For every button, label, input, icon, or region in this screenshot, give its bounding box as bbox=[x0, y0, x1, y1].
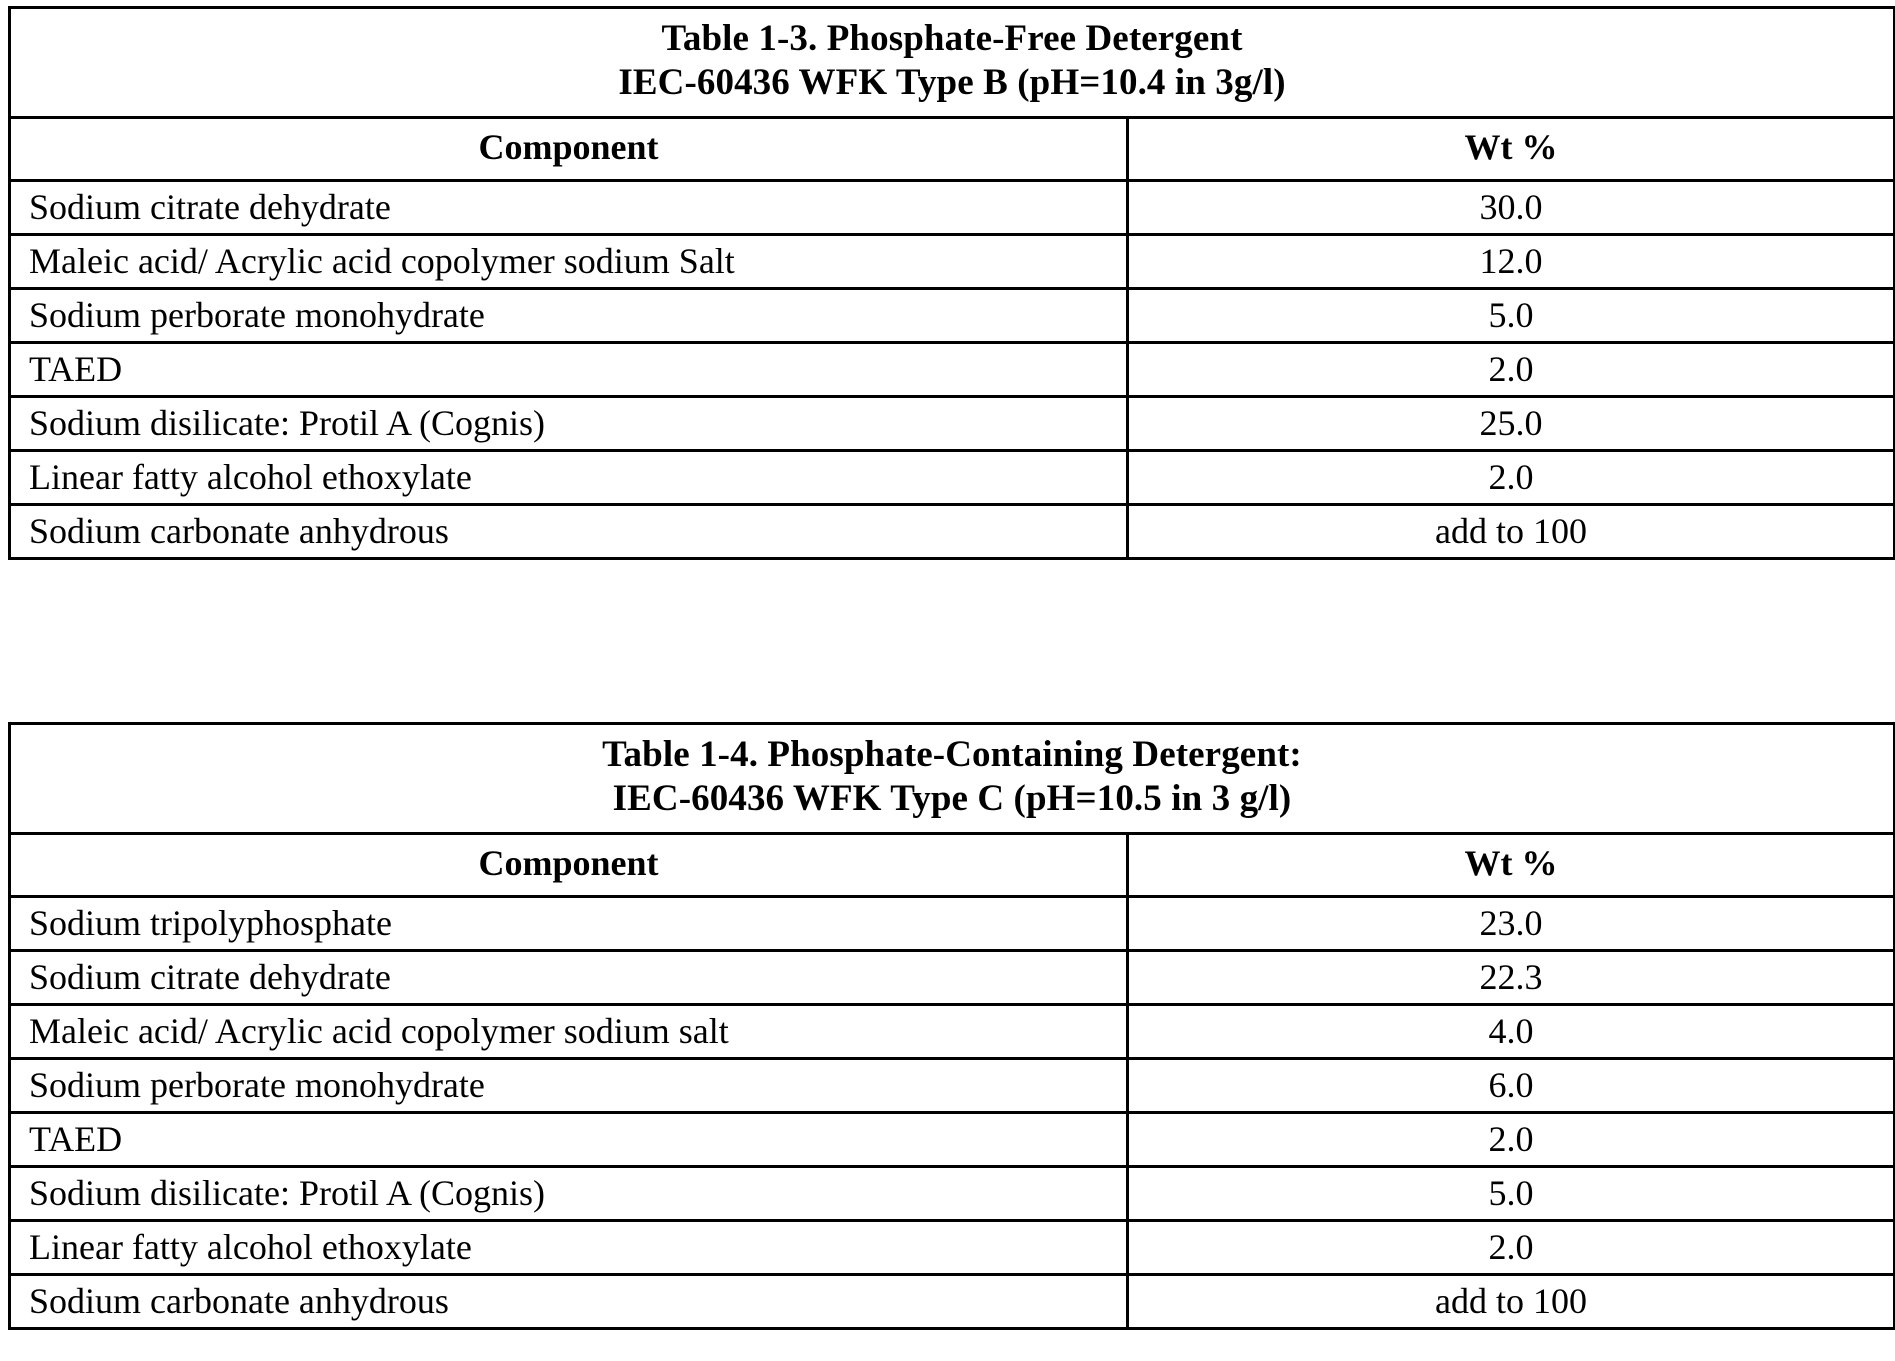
table-row bbox=[10, 1113, 1895, 1167]
table-title-row bbox=[10, 724, 1895, 834]
cell-component: Sodium disilicate: Protil A (Cognis) bbox=[10, 397, 1128, 451]
table-phosphate-free-detergent bbox=[8, 6, 1895, 560]
cell-value: 12.0 bbox=[1128, 235, 1895, 289]
table-row bbox=[10, 1005, 1895, 1059]
cell-component: Sodium perborate monohydrate bbox=[10, 289, 1128, 343]
cell-component: Sodium carbonate anhydrous bbox=[10, 505, 1128, 559]
cell-component: Sodium citrate dehydrate bbox=[10, 181, 1128, 235]
table-row bbox=[10, 397, 1895, 451]
table-title-line-1: Table 1-3. Phosphate-Free Detergent bbox=[661, 18, 1243, 59]
cell-value: 2.0 bbox=[1128, 451, 1895, 505]
table-title-row bbox=[10, 8, 1895, 118]
cell-value: 2.0 bbox=[1128, 1113, 1895, 1167]
cell-component: TAED bbox=[10, 343, 1128, 397]
table-title-line-2: IEC-60436 WFK Type B (pH=10.4 in 3g/l) bbox=[618, 61, 1286, 103]
column-header-component: Component bbox=[10, 118, 1128, 181]
table-row bbox=[10, 1059, 1895, 1113]
table-title-line-2: IEC-60436 WFK Type C (pH=10.5 in 3 g/l) bbox=[612, 777, 1292, 819]
cell-component: Maleic acid/ Acrylic acid copolymer sodium salt bbox=[10, 1005, 1128, 1059]
cell-component: Sodium tripolyphosphate bbox=[10, 897, 1128, 951]
cell-component: Linear fatty alcohol ethoxylate bbox=[10, 1221, 1128, 1275]
cell-value: add to 100 bbox=[1128, 1275, 1895, 1329]
cell-component: Sodium citrate dehydrate bbox=[10, 951, 1128, 1005]
cell-component: Sodium disilicate: Protil A (Cognis) bbox=[10, 1167, 1128, 1221]
cell-value: 5.0 bbox=[1128, 289, 1895, 343]
table-row bbox=[10, 1221, 1895, 1275]
table-row bbox=[10, 1167, 1895, 1221]
cell-value: 5.0 bbox=[1128, 1167, 1895, 1221]
table-phosphate-containing-detergent bbox=[8, 722, 1895, 1330]
table-row bbox=[10, 1275, 1895, 1329]
cell-value: 2.0 bbox=[1128, 343, 1895, 397]
cell-value: 6.0 bbox=[1128, 1059, 1895, 1113]
table-row bbox=[10, 951, 1895, 1005]
cell-value: 22.3 bbox=[1128, 951, 1895, 1005]
cell-value: 4.0 bbox=[1128, 1005, 1895, 1059]
table-title bbox=[10, 724, 1895, 834]
column-header-component: Component bbox=[10, 834, 1128, 897]
table-title-line-1: Table 1-4. Phosphate-Containing Detergent: bbox=[602, 734, 1302, 775]
cell-component: TAED bbox=[10, 1113, 1128, 1167]
table-header-row bbox=[10, 834, 1895, 897]
cell-value: 23.0 bbox=[1128, 897, 1895, 951]
cell-value: add to 100 bbox=[1128, 505, 1895, 559]
cell-value: 25.0 bbox=[1128, 397, 1895, 451]
table-row bbox=[10, 181, 1895, 235]
table-row bbox=[10, 505, 1895, 559]
cell-component: Maleic acid/ Acrylic acid copolymer sodium Salt bbox=[10, 235, 1128, 289]
table-title bbox=[10, 8, 1895, 118]
table-header-row bbox=[10, 118, 1895, 181]
table-row bbox=[10, 235, 1895, 289]
column-header-wt-percent: Wt % bbox=[1128, 118, 1895, 181]
table-row bbox=[10, 451, 1895, 505]
column-header-wt-percent: Wt % bbox=[1128, 834, 1895, 897]
table-row bbox=[10, 289, 1895, 343]
table-row bbox=[10, 343, 1895, 397]
cell-component: Sodium perborate monohydrate bbox=[10, 1059, 1128, 1113]
cell-value: 2.0 bbox=[1128, 1221, 1895, 1275]
cell-component: Sodium carbonate anhydrous bbox=[10, 1275, 1128, 1329]
cell-component: Linear fatty alcohol ethoxylate bbox=[10, 451, 1128, 505]
table-row bbox=[10, 897, 1895, 951]
cell-value: 30.0 bbox=[1128, 181, 1895, 235]
